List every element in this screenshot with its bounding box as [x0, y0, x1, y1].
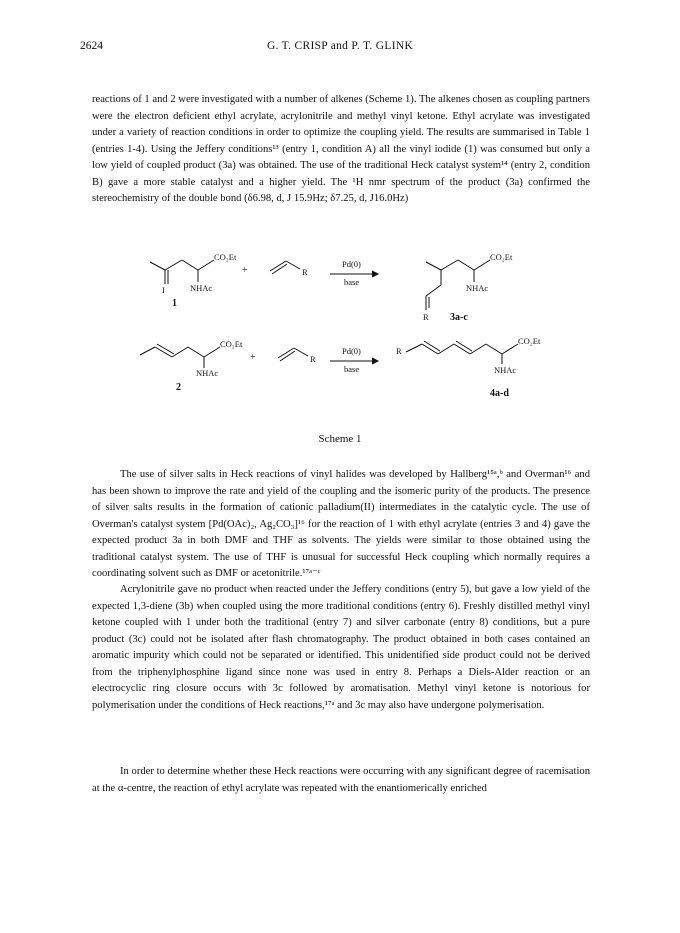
cmpd2-nhac-label: NHAc	[196, 368, 219, 378]
plus-sign-2: +	[250, 352, 256, 363]
paragraph-4: In order to determine whether these Heck reactions were occurring with any significant degree of racemisation at the α-centre, the reaction of ethyl acrylate was repeated with the enantiomerically enriched	[92, 766, 590, 794]
arrow1-base-label: base	[344, 277, 360, 287]
page-number: 2624	[80, 40, 103, 52]
arrow1-catalyst-label: Pd(0)	[342, 259, 361, 269]
scheme-drawing	[130, 240, 570, 415]
cmpd2-co2et-label: CO₂Et	[220, 339, 243, 349]
cmpd4-r-label: R	[396, 346, 402, 356]
alkene-1-structure	[270, 261, 300, 274]
paragraph-1: reactions of 1 and 2 were investigated with a number of alkenes (Scheme 1). The alkenes chosen as coupling partners were the electron deficient ethyl acrylate, acrylonitrile and methyl vinyl ketone. Ethyl acrylate was investigated under a variety of reaction conditions in order to optimize the coupling yield. The results are summarised in Table 1 (entries 1-4). Using the Jeffery conditions¹³ (entry 1, condition A) all the vinyl iodide (1) was consumed but only a low yield of coupled product (3a) was obtained. The use of the traditional Heck catalyst system¹⁴ (entry 2, condition B) gave a more stable catalyst and a higher yield. The ¹H nmr spectrum of the product (3a) confirmed the stereochemistry of the double bond (δ6.98, d, J 15.9Hz; δ7.25, d, J16.0Hz)	[92, 94, 590, 204]
paragraph-2: The use of silver salts in Heck reactions of vinyl halides was developed by Hallberg¹⁵ᵃ,ᵇ and Overman¹⁶ and has been shown to improve the rate and yield of the coupling and the isomeric purity of the products. The presence of silver salts results in the formation of cationic palladium(II) intermediates in the catalytic cycle. The use of Overman's catalyst system [Pd(OAc)₂, Ag₂CO₃]¹⁶ for the reaction of 1 with ethyl acrylate (entries 3 and 4) gave the expected product 3a in both DMF and THF as solvents. The yields were similar to those obtained using the traditional catalyst system. The use of THF is unusual for successful Heck coupling which normally requires a coordinating solvent such as DMF or acetonitrile.¹⁷ᵃ⁻ᶜ	[92, 469, 590, 579]
cmpd1-co2et-label: CO₂Et	[214, 252, 237, 262]
alkene-2-structure	[278, 348, 308, 361]
compound-4-label: 4a-d	[490, 388, 509, 399]
paragraph-3: Acrylonitrile gave no product when reacted under the Jeffery conditions (entry 5), but gave a low yield of the expected 1,3-diene (3b) when coupled using the more traditional conditions (entry 6). Freshly distilled methyl vinyl ketone coupled with 1 under both the traditional (entry 7) and silver carbonate (entry 8) conditions, but a pure product (3c) could not be isolated after flash chromatography. The product obtained in both cases contained an aromatic impurity which could not be separated or identified. This unidentified side product could not be derived from the triphenylphosphine ligand since none was used in entry 8. Perhaps a Diels-Alder reaction or an electrocyclic ring closure occurs with 3c followed by aromatisation. Methyl vinyl ketone is notorious for polymerisation under the conditions of Heck reactions,¹⁷ᵃ and 3c may also have undergone polymerisation.	[92, 584, 590, 711]
compound-1-label: 1	[172, 298, 177, 309]
compound-3-label: 3a-c	[450, 312, 468, 323]
cmpd3-co2et-label: CO₂Et	[490, 252, 513, 262]
arrow2-catalyst-label: Pd(0)	[342, 346, 361, 356]
cmpd4-nhac-label: NHAc	[494, 365, 517, 375]
cmpd3-nhac-label: NHAc	[466, 283, 489, 293]
cmpd4-co2et-label: CO₂Et	[518, 336, 541, 346]
cmpd1-nhac-label: NHAc	[190, 283, 213, 293]
plus-sign-1: +	[242, 265, 248, 276]
alkene2-r-label: R	[310, 354, 316, 364]
alkene1-r-label: R	[302, 267, 308, 277]
compound-2-structure	[140, 344, 220, 368]
product-4-structure	[406, 341, 518, 364]
cmpd1-iodo-label: I	[162, 285, 165, 295]
compound-2-label: 2	[176, 382, 181, 393]
cmpd3-r-label: R	[423, 312, 429, 322]
running-head-authors: G. T. CRISP and P. T. GLINK	[266, 40, 414, 52]
running-head	[80, 40, 600, 56]
scheme-caption: Scheme 1	[318, 433, 362, 445]
arrow2-base-label: base	[344, 364, 360, 374]
reaction-scheme	[130, 240, 570, 415]
compound-1-structure	[150, 260, 214, 284]
